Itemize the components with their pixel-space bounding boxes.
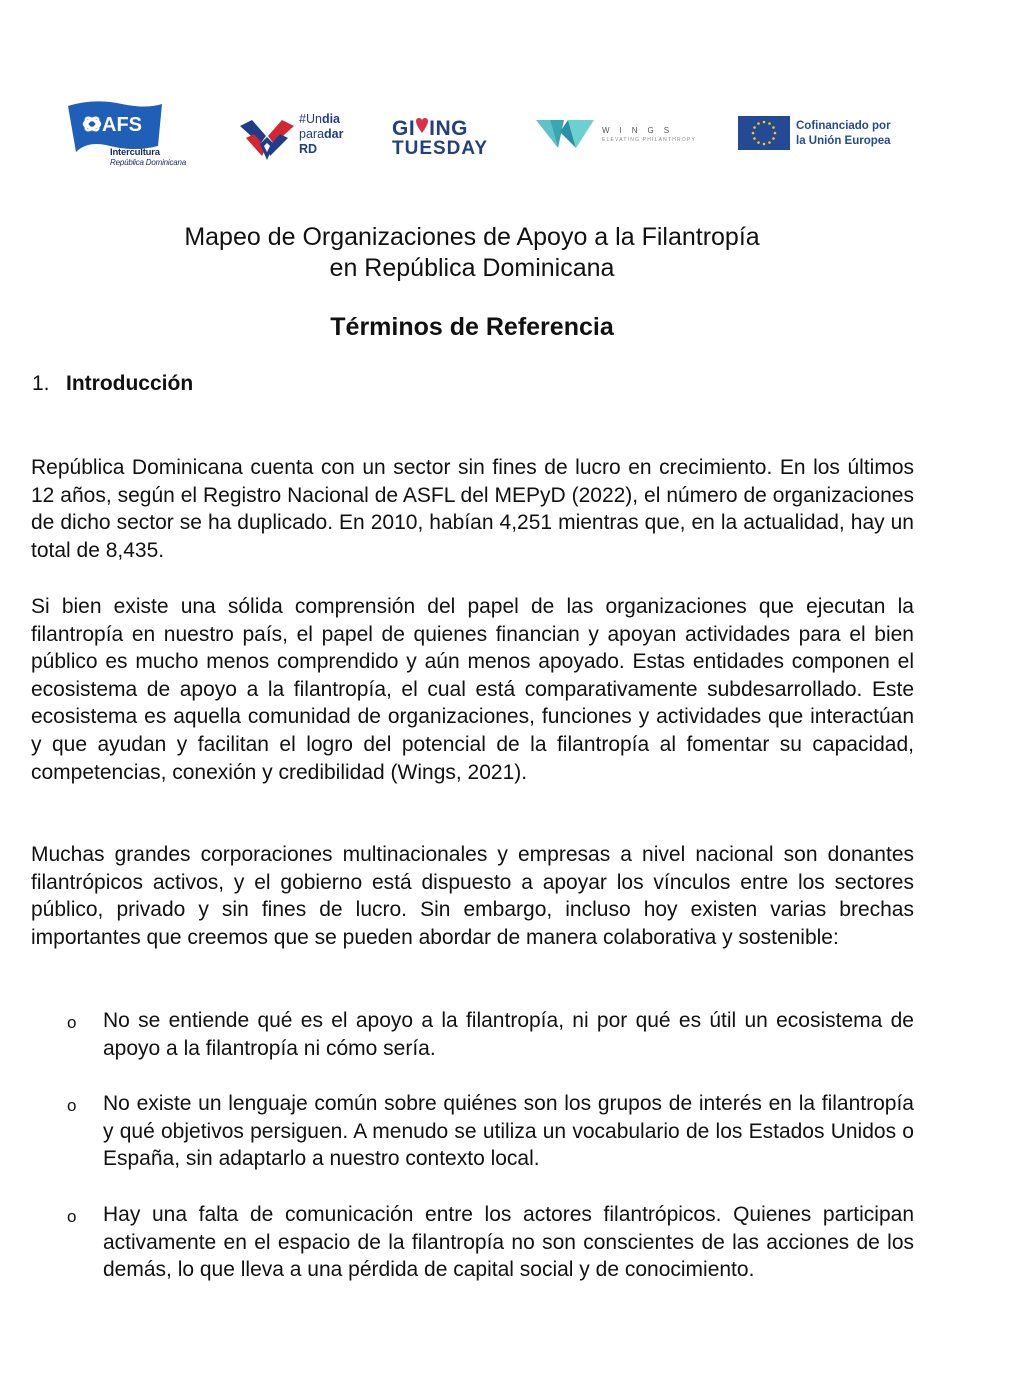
wings-logo bbox=[536, 118, 697, 158]
bullet-marker: o bbox=[67, 1096, 77, 1115]
undia-word4: dar bbox=[324, 127, 344, 141]
undia-paradar-logo bbox=[238, 112, 358, 166]
bullet-item-1: No se entiende qué es el apoyo a la filantropía, ni por qué es útil un ecosistema de apoyo a la filantropía ni cómo sería. bbox=[103, 1009, 914, 1060]
giving-line1-end: ING bbox=[429, 117, 469, 140]
undia-word1: #Un bbox=[299, 112, 322, 126]
wings-name: WINGS bbox=[602, 126, 680, 135]
section-heading bbox=[32, 372, 193, 396]
heart-v-icon bbox=[415, 118, 429, 134]
undia-word5: RD bbox=[299, 142, 318, 156]
logo-strip bbox=[0, 96, 1024, 176]
title-line-1: Mapeo de Organizaciones de Apoyo a la Filantropía bbox=[184, 223, 760, 251]
document-title bbox=[0, 222, 944, 284]
wings-tagline: ELEVATING PHILANTHROPY bbox=[602, 137, 697, 143]
undia-wordmark bbox=[299, 112, 343, 157]
undia-word2: dia bbox=[321, 112, 340, 126]
wings-w-icon bbox=[536, 118, 596, 154]
paragraph-3: Muchas grandes corporaciones multinacionales y empresas a nivel nacional son donantes filantrópicos activos, y el gobierno está dispuesto a apoyar los vínculos entre los sectores público, privado y sin fines de lucro. Sin embargo, incluso hoy existen varias brechas importantes que creemos que se pueden abordar de manera colaborativa y sostenible: bbox=[31, 843, 914, 949]
bullet-item-2: No existe un lenguaje común sobre quiénes son los grupos de interés en la filantropía y qué objetivos persiguen. A menudo se utiliza un vocabulario de los Estados Unidos o España, sin adaptarlo a nuestro contexto local. bbox=[103, 1092, 914, 1171]
afs-line2: República Dominicana bbox=[110, 158, 187, 167]
undia-word3: para bbox=[299, 127, 325, 141]
bullet-marker: o bbox=[67, 1013, 77, 1032]
eu-flag-icon bbox=[738, 116, 790, 150]
paragraph-1: República Dominicana cuenta con un sector sin fines de lucro en crecimiento. En los últimos 12 años, según el Registro Nacional de ASFL del MEPyD (2022), el número de organizaciones de dicho sector se ha duplicado. En 2010, habían 4,251 mientras que, en la actualidad, hay un total de 8,435. bbox=[31, 456, 914, 562]
afs-logo bbox=[64, 96, 204, 172]
section-label: Introducción bbox=[66, 372, 194, 395]
title-line-2: en República Dominicana bbox=[329, 254, 615, 282]
eu-line2: la Unión Europea bbox=[796, 135, 891, 147]
giving-tuesday-logo bbox=[392, 118, 492, 162]
afs-line1: Intercultura bbox=[110, 147, 160, 158]
undia-heart-icon bbox=[238, 116, 296, 162]
afs-wordmark: AFS bbox=[102, 114, 142, 136]
document-subtitle: Términos de Referencia bbox=[330, 313, 614, 341]
bullet-marker: o bbox=[67, 1207, 77, 1226]
eu-text bbox=[796, 119, 891, 149]
eu-line1: Cofinanciado por bbox=[796, 120, 891, 132]
eu-cofinanced-logo bbox=[738, 116, 908, 152]
giving-line1 bbox=[392, 118, 492, 139]
giving-line1-start: GI bbox=[392, 117, 416, 140]
paragraph-2: Si bien existe una sólida comprensión del papel de las organizaciones que ejecutan la filantropía en nuestro país, el papel de quienes financian y apoyan actividades para el bien público es mucho menos comprendido y aún menos apoyado. Estas entidades componen el ecosistema de apoyo a la filantropía, el cual está comparativamente subdesarrollado. Este ecosistema es aquella comunidad de organizaciones, funciones y actividades que interactúan y que ayudan y facilitan el logro del potencial de la filantropía al fomentar su capacidad, competencias, conexión y credibilidad (Wings, 2021). bbox=[31, 595, 914, 784]
giving-line2: TUESDAY bbox=[392, 138, 489, 159]
section-number: 1. bbox=[32, 372, 50, 395]
bullet-item-3: Hay una falta de comunicación entre los actores filantrópicos. Quienes participan activamente en el espacio de la filantropía no son conscientes de las acciones de los demás, lo que lleva a una pérdida de capital social y de conocimiento. bbox=[103, 1203, 914, 1282]
